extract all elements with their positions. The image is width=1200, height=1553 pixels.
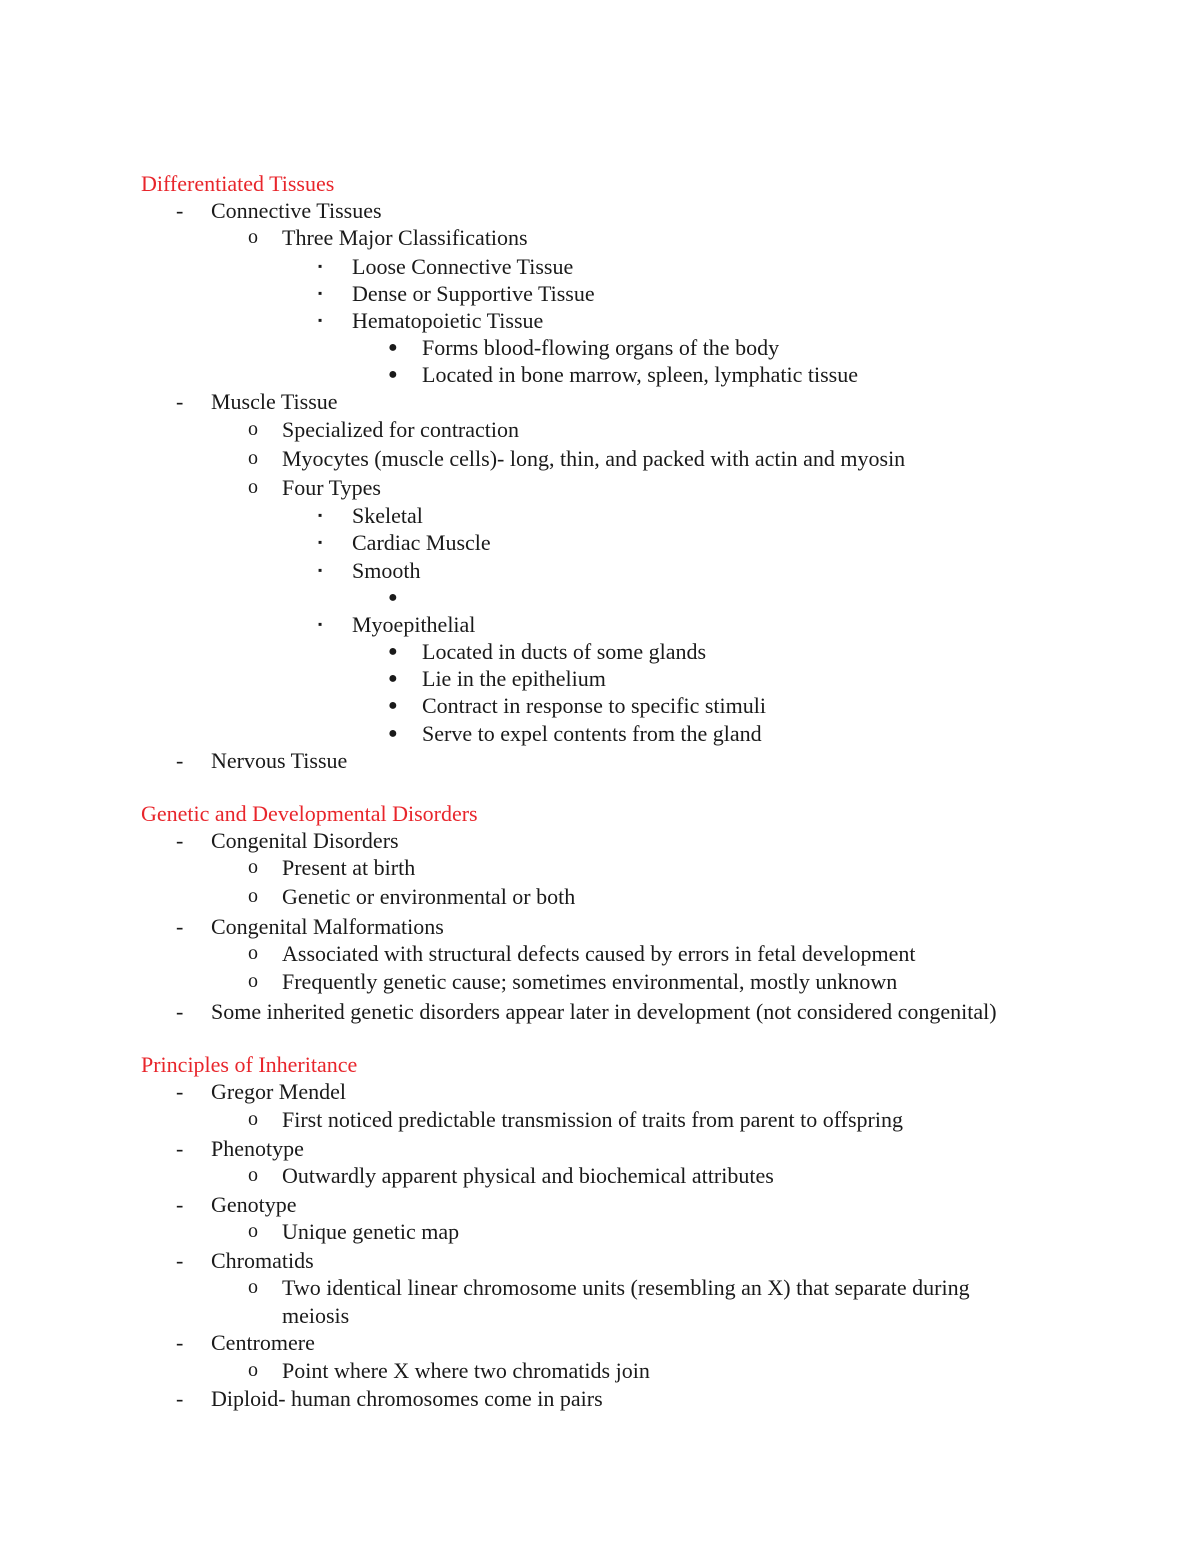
circle-marker: o — [248, 476, 258, 498]
circle-marker: o — [248, 1164, 258, 1186]
square-bullet-icon: ▪ — [318, 617, 323, 631]
square-bullet-icon: ▪ — [318, 508, 323, 522]
circle-marker: o — [248, 942, 258, 964]
square-bullet-icon: ▪ — [318, 313, 323, 327]
dash-marker: - — [176, 1192, 184, 1217]
circle-marker: o — [248, 1220, 258, 1242]
round-bullet-icon: ● — [388, 725, 398, 742]
dash-marker: - — [176, 1079, 184, 1104]
dash-marker: - — [176, 389, 184, 414]
dash-marker: - — [176, 914, 184, 939]
round-bullet-icon: ● — [388, 366, 398, 383]
section-heading: Differentiated Tissues — [141, 171, 335, 196]
circle-marker: o — [248, 418, 258, 440]
dash-marker: - — [176, 1248, 184, 1273]
circle-marker: o — [248, 856, 258, 878]
dash-marker: - — [176, 198, 184, 223]
round-bullet-icon: ● — [388, 339, 398, 356]
list-item-continuation: meiosis — [282, 1303, 350, 1328]
circle-marker: o — [248, 1359, 258, 1381]
dash-marker: - — [176, 999, 184, 1024]
circle-marker: o — [248, 447, 258, 469]
dash-marker: - — [176, 828, 184, 853]
dash-marker: - — [176, 1386, 184, 1411]
circle-marker: o — [248, 226, 258, 248]
square-bullet-icon: ▪ — [318, 563, 323, 577]
dash-marker: - — [176, 1330, 184, 1355]
circle-marker: o — [248, 970, 258, 992]
round-bullet-icon: ● — [388, 670, 398, 687]
square-bullet-icon: ▪ — [318, 286, 323, 300]
square-bullet-icon: ▪ — [318, 535, 323, 549]
section-heading: Genetic and Developmental Disorders — [141, 801, 478, 826]
round-bullet-icon: ● — [388, 697, 398, 714]
circle-marker: o — [248, 1108, 258, 1130]
section-heading: Principles of Inheritance — [141, 1052, 358, 1077]
circle-marker: o — [248, 885, 258, 907]
dash-marker: - — [176, 1136, 184, 1161]
document-page: Differentiated Tissues - Connective Tissues o Three Major Classifications ▪ Loose Connective Tissue ▪ Dense or Supportive Tissue ▪ Hematopoietic Tissue ● Forms blood-flowing organs of the body ● Located in bone marrow, spleen, lymphatic tissue - Muscle Tissue o Specialized for contraction o Myocytes (muscle cells)- long, thin, and packed with actin and myosin o Four Types ▪ Skeletal ▪ Cardiac Muscle ▪ Smooth ● ▪ Myoepithelial ● Located in ducts of some glands ● Lie in the epithelium ● Contract in response to specific stimuli ● Serve to expel contents from the gland - Nervous Tissue Genetic and Developmental Disorders - Congenital Disorders o Present at birth o Genetic or environmental or both - Congenital Malformations o Associated with structural defects caused by errors in fetal development o Frequently genetic cause; sometimes environmental, mostly unknown - Some inherited genetic disorders appear later in development (not considered congenital) Principles of Inheritance - Gregor Mendel o First noticed predictable transmission of traits from parent to offspring - Phenotype o Outwardly apparent physical and biochemical attributes - Genotype o Unique genetic map - Chromatids o Two identical linear chromosome units (resembling an X) that separate during meiosis - Centromere o Point where X where two chromatids join - Diploid- human chromosomes come in pairs — [141, 171, 997, 1411]
circle-marker: o — [248, 1276, 258, 1298]
round-bullet-icon: ● — [388, 589, 398, 606]
round-bullet-icon: ● — [388, 643, 398, 660]
dash-marker: - — [176, 748, 184, 773]
square-bullet-icon: ▪ — [318, 259, 323, 273]
